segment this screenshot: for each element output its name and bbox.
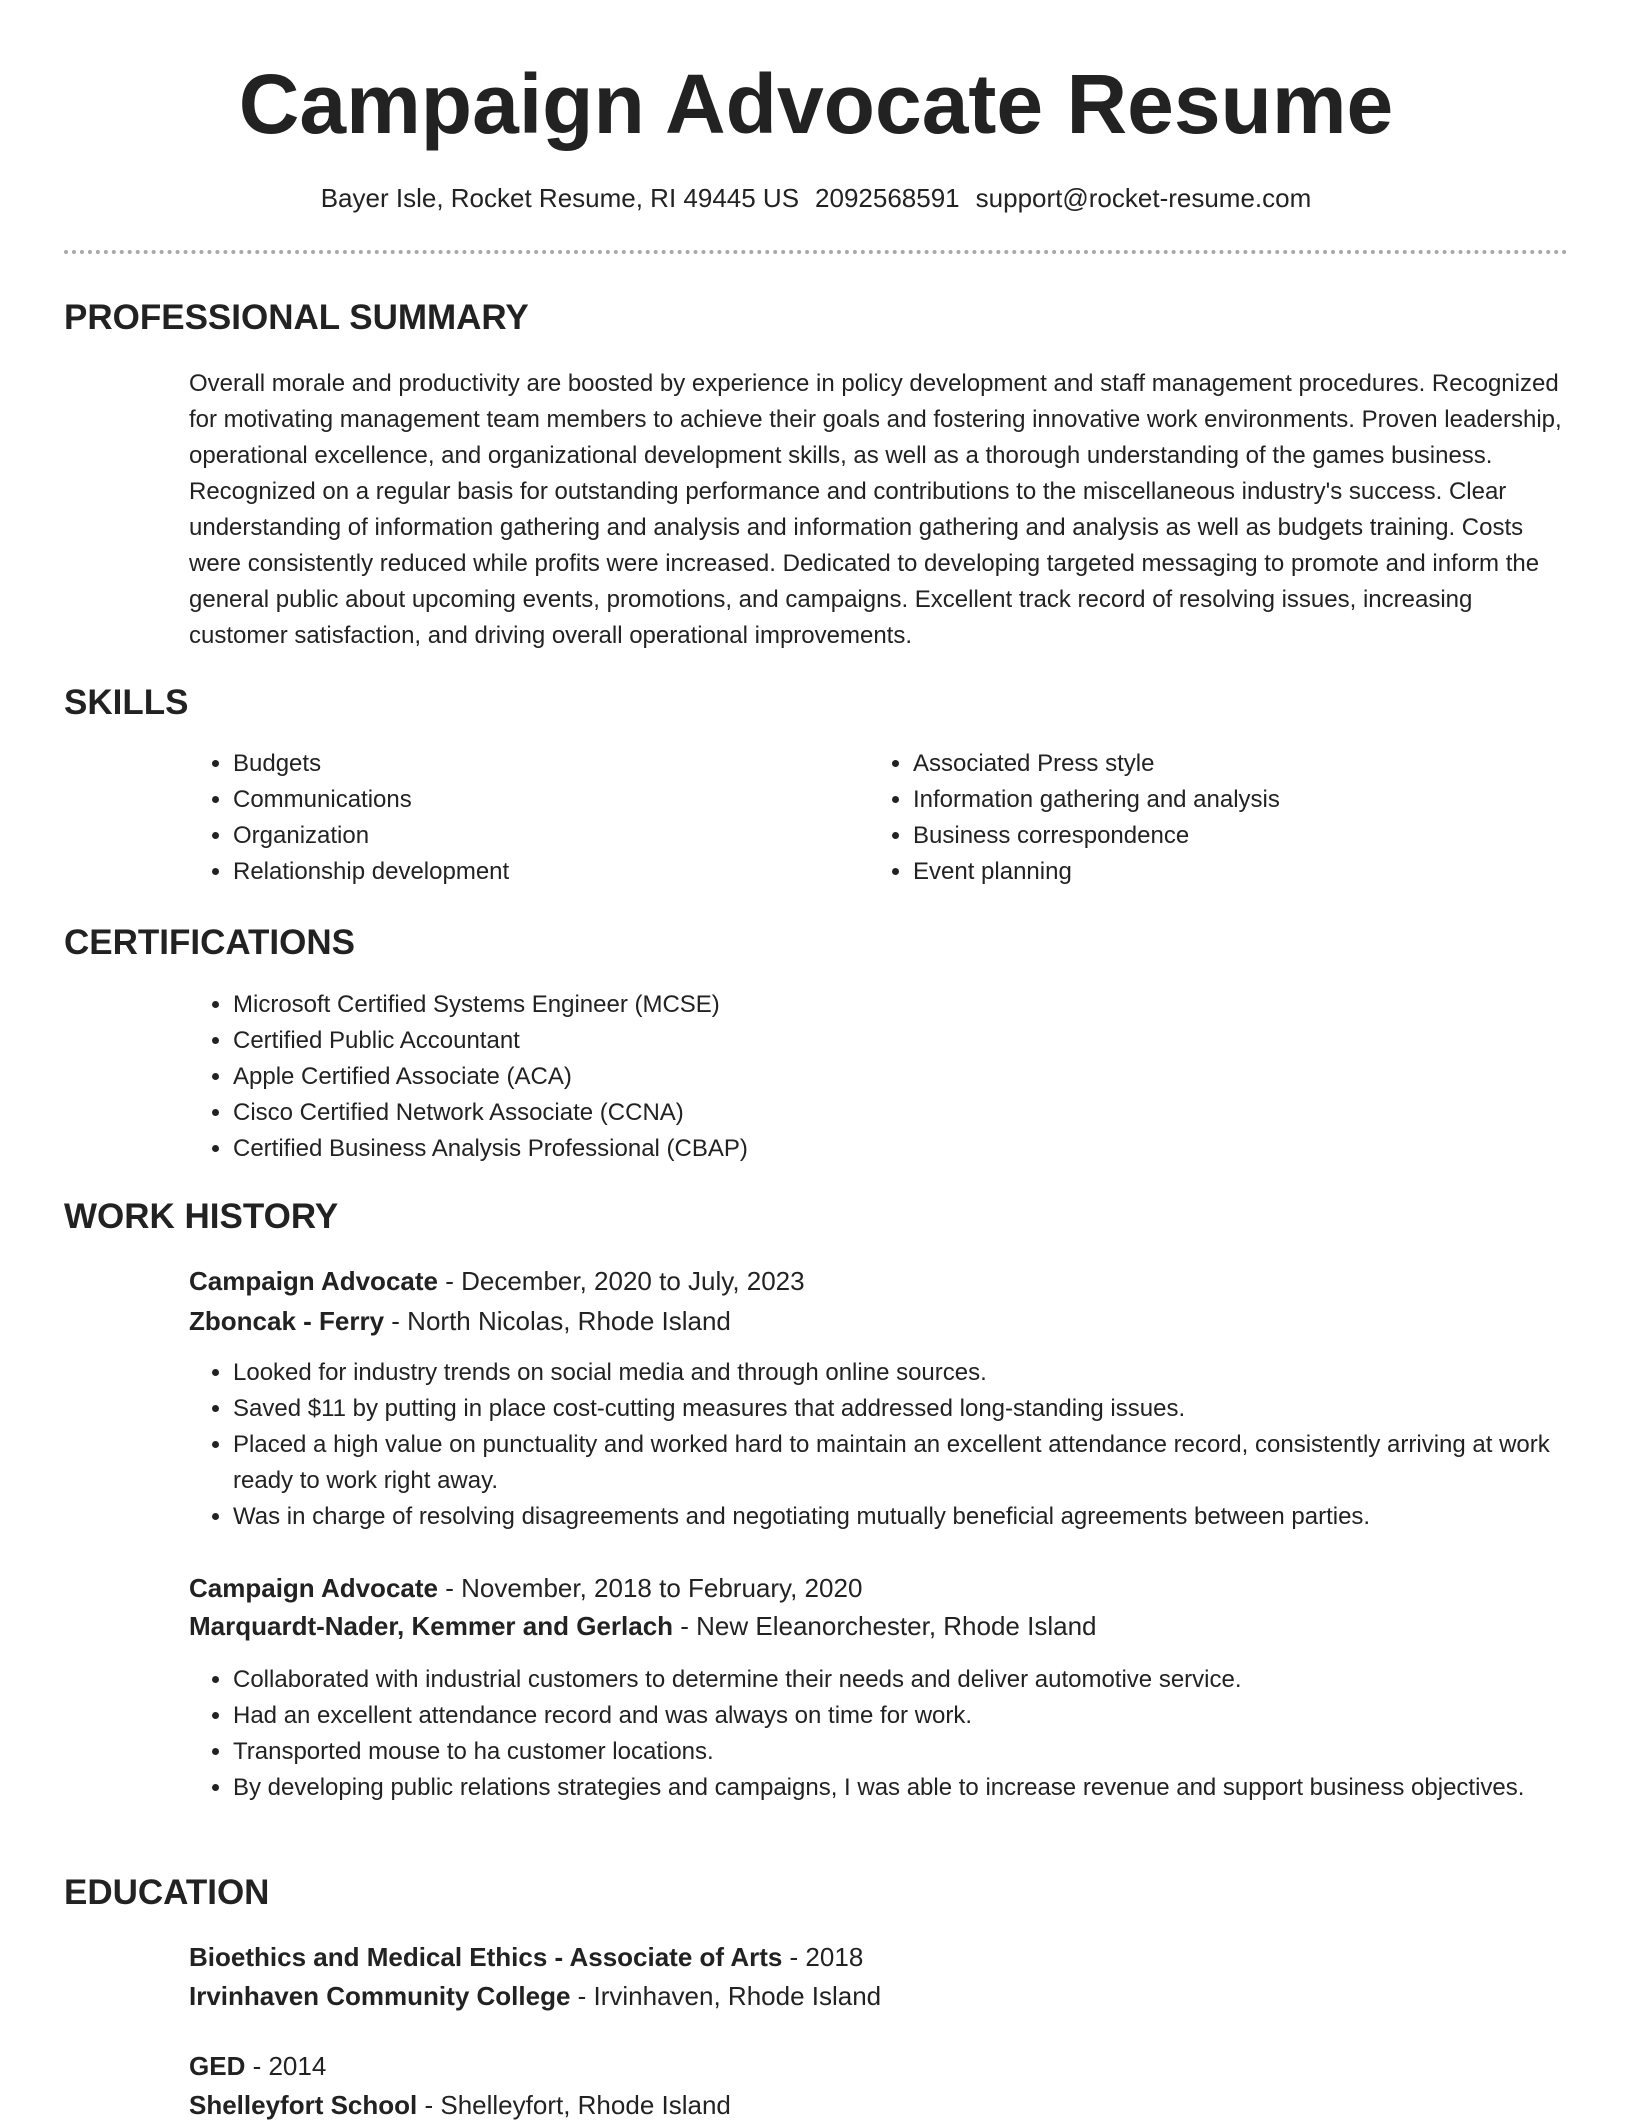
- education-location: - Irvinhaven, Rhode Island: [570, 1981, 882, 2011]
- certifications-heading: CERTIFICATIONS: [64, 923, 356, 962]
- certification-item: • Apple Certified Associate (ACA): [233, 1059, 1573, 1095]
- certification-item: • Certified Business Analysis Professional (CBAP): [233, 1131, 1573, 1167]
- summary-heading: PROFESSIONAL SUMMARY: [64, 298, 529, 337]
- job-company-line: [189, 1302, 731, 1340]
- job-bullets: [189, 1355, 1613, 1535]
- skill-item: • Information gathering and analysis: [913, 782, 1593, 818]
- job-bullet: • Was in charge of resolving disagreements and negotiating mutually beneficial agreements between parties.: [233, 1499, 1613, 1535]
- education-heading: EDUCATION: [64, 1873, 270, 1912]
- education-degree: Bioethics and Medical Ethics - Associate of Arts: [189, 1942, 783, 1972]
- job-bullets: [189, 1662, 1613, 1806]
- certification-item: • Cisco Certified Network Associate (CCNA): [233, 1095, 1573, 1131]
- education-school-line: [189, 1977, 881, 2015]
- contact-line: [0, 180, 1632, 216]
- job-bullet: • Had an excellent attendance record and was always on time for work.: [233, 1698, 1613, 1734]
- education-school-line: [189, 2086, 731, 2124]
- header-divider: [64, 250, 1568, 254]
- job-bullet: • Looked for industry trends on social media and through online sources.: [233, 1355, 1613, 1391]
- education-school: Irvinhaven Community College: [189, 1981, 571, 2011]
- education-location: - Shelleyfort, Rhode Island: [417, 2090, 731, 2120]
- certification-item: • Certified Public Accountant: [233, 1023, 1573, 1059]
- job-location: - North Nicolas, Rhode Island: [384, 1306, 731, 1336]
- contact-phone: 2092568591: [815, 183, 960, 213]
- certifications-list: [189, 987, 1573, 1167]
- skill-item: • Business correspondence: [913, 818, 1593, 854]
- job-title: Campaign Advocate: [189, 1573, 438, 1603]
- skill-item: • Budgets: [233, 746, 853, 782]
- job-title-line: [189, 1262, 805, 1300]
- job-bullet: • By developing public relations strategies and campaigns, I was able to increase revenue and support business objectives.: [233, 1770, 1613, 1806]
- education-degree: GED: [189, 2051, 246, 2081]
- skills-list-left: [189, 746, 853, 890]
- job-company: Marquardt-Nader, Kemmer and Gerlach: [189, 1611, 674, 1641]
- job-company-line: [189, 1607, 1097, 1645]
- skill-item: • Organization: [233, 818, 853, 854]
- education-degree-line: [189, 2047, 326, 2085]
- skill-item: • Relationship development: [233, 854, 853, 890]
- resume-title: Campaign Advocate Resume: [238, 57, 1394, 151]
- education-year: - 2014: [245, 2051, 327, 2081]
- education-degree-line: [189, 1938, 863, 1976]
- job-bullet: • Transported mouse to ha customer locations.: [233, 1734, 1613, 1770]
- skills-heading: SKILLS: [64, 683, 189, 722]
- job-bullet: • Placed a high value on punctuality and worked hard to maintain an excellent attendance record, consistently arriving at work ready to work right away.: [233, 1427, 1613, 1499]
- certification-item: • Microsoft Certified Systems Engineer (MCSE): [233, 987, 1573, 1023]
- skill-item: • Communications: [233, 782, 853, 818]
- skills-list-right: [869, 746, 1593, 890]
- contact-email: support@rocket-resume.com: [975, 183, 1312, 213]
- skill-item: • Associated Press style: [913, 746, 1593, 782]
- summary-text: Overall morale and productivity are boosted by experience in policy development and staff management procedures. Recognized for motivating management team members to achieve their goals and fostering innovative work environments. Proven leadership, operational excellence, and organizational development skills, as well as a thorough understanding of the games business. Recognized on a regular basis for outstanding performance and contributions to the miscellaneous industry's success. Clear understanding of information gathering and analysis and information gathering and analysis as well as budgets training. Costs were consistently reduced while profits were increased. Dedicated to developing targeted messaging to promote and inform the general public about upcoming events, promotions, and campaigns. Excellent track record of resolving issues, increasing customer satisfaction, and driving overall operational improvements.: [189, 370, 1562, 649]
- job-bullet: • Collaborated with industrial customers to determine their needs and deliver automotive service.: [233, 1662, 1613, 1698]
- job-bullet: • Saved $11 by putting in place cost-cutting measures that addressed long-standing issues.: [233, 1391, 1613, 1427]
- job-company: Zboncak - Ferry: [189, 1306, 385, 1336]
- job-dates: - December, 2020 to July, 2023: [437, 1266, 805, 1296]
- job-title-line: [189, 1569, 862, 1607]
- education-year: - 2018: [782, 1942, 864, 1972]
- skill-item: • Event planning: [913, 854, 1593, 890]
- education-school: Shelleyfort School: [189, 2090, 418, 2120]
- work-history-heading: WORK HISTORY: [64, 1197, 339, 1236]
- contact-address: Bayer Isle, Rocket Resume, RI 49445 US: [320, 183, 800, 213]
- job-location: - New Eleanorchester, Rhode Island: [673, 1611, 1097, 1641]
- job-title: Campaign Advocate: [189, 1266, 438, 1296]
- job-dates: - November, 2018 to February, 2020: [437, 1573, 863, 1603]
